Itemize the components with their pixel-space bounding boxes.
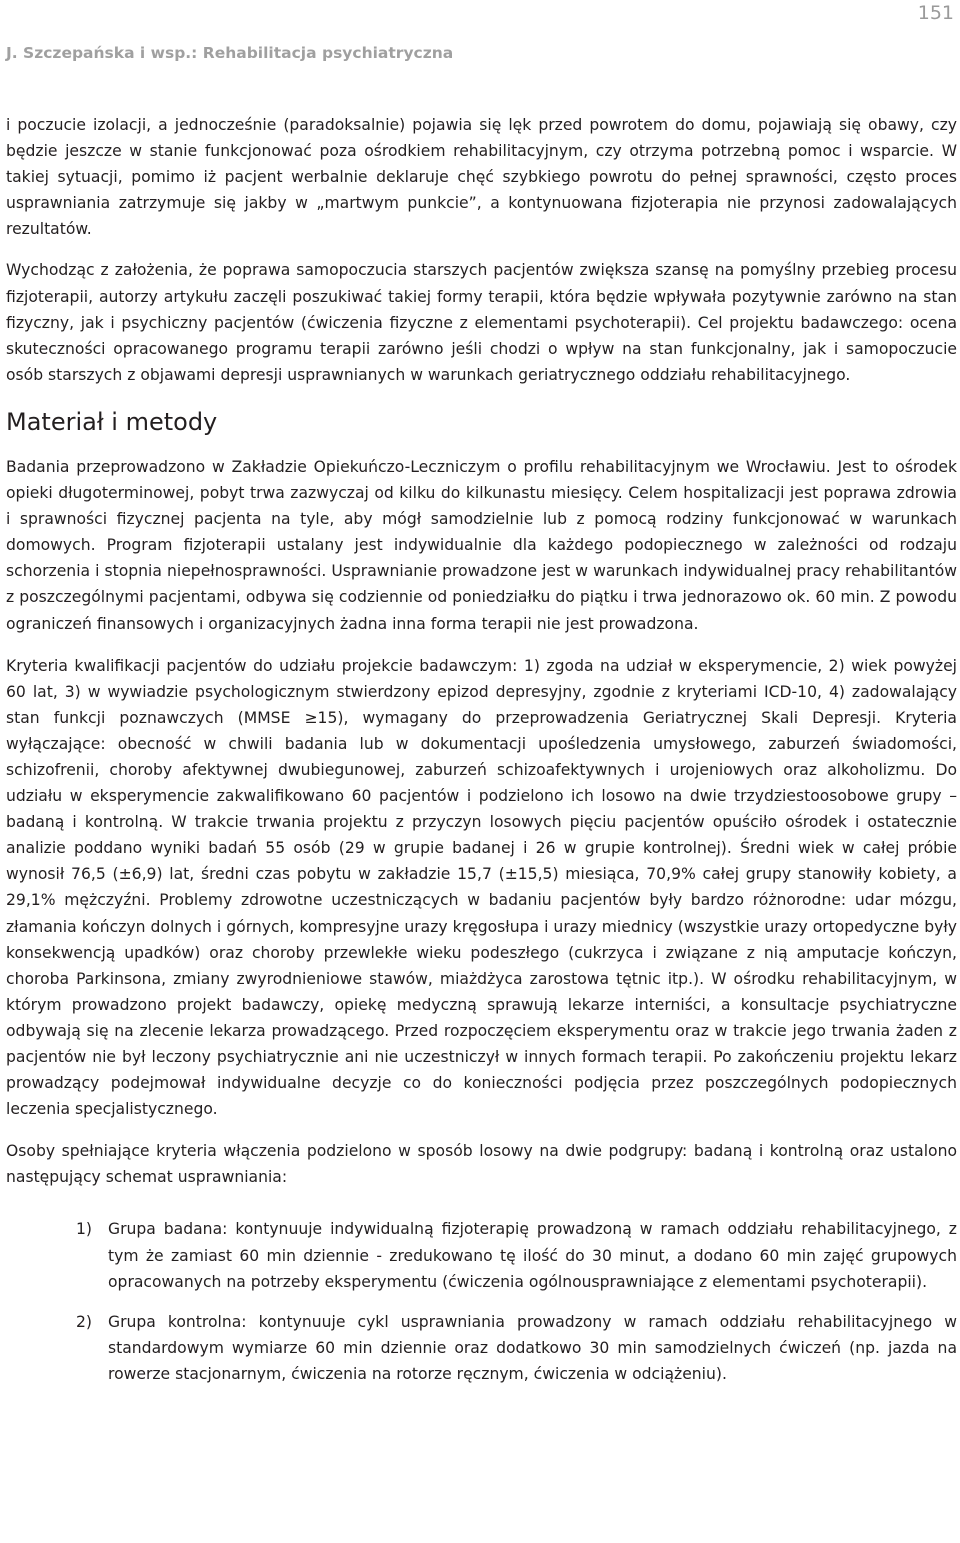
list-item	[76, 1309, 957, 1387]
scheme-list	[6, 1216, 957, 1387]
paragraph-aim: Wychodząc z założenia, że poprawa samopoczucia starszych pacjentów zwiększa szansę na pomyślny przebieg procesu fizjoterapii, autorzy artykułu zaczęli poszukiwać takiej formy terapii, która będzie wpływała pozytywnie zarówno na stan fizyczny, jak i psychiczny pacjentów (ćwiczenia fizyczne z elementami psychoterapii). Cel projektu badawczego: ocena skuteczności opracowanego programu terapii zarówno jeśli chodzi o wpływ na stan funkcjonalny, jak i samopoczucie osób starszych z objawami depresji usprawnianych w warunkach geriatrycznego oddziału rehabilitacyjnego.	[6, 261, 957, 384]
list-item-text: Grupa badana: kontynuuje indywidualną fizjoterapię prowadzoną w ramach oddziału rehabilitacyjnego, z tym że zamiast 60 min dziennie - zredukowano tę ilość do 30 minut, a dodano 60 min zajęć grupowych opracowanych na potrzeby eksperymentu (ćwiczenia ogólnousprawniające z elementami psychoterapii).	[108, 1220, 957, 1291]
list-item-number: 1)	[76, 1220, 93, 1239]
list-item-text: Grupa kontrolna: kontynuuje cykl usprawniania prowadzony w ramach oddziału rehabilitacyjnego w standardowym wymiarze 60 min dziennie oraz dodatkowo 30 min samodzielnych ćwiczeń (np. jazda na rowerze stacjonarnym, ćwiczenia na rotorze ręcznym, ćwiczenia w odciążeniu).	[108, 1312, 957, 1383]
body-text	[6, 112, 957, 1387]
running-header: J. Szczepańska i wsp.: Rehabilitacja psychiatryczna	[6, 44, 454, 62]
paragraph-criteria: Kryteria kwalifikacji pacjentów do udziału projekcie badawczym: 1) zgoda na udział w eksperymencie, 2) wiek powyżej 60 lat, 3) w wywiadzie psychologicznym stwierdzony epizod depresyjny, zgodnie z kryteriami ICD-10, 4) zadowalający stan funkcji poznawczych (MMSE ≥15), wymagany do przeprowadzenia Geriatrycznej Skali Depresji. Kryteria wyłączające: obecność w chwili badania lub w dokumentacji upośledzenia umysłowego, zaburzeń świadomości, schizofrenii, choroby afektywnej dwubiegunowej, zaburzeń schizoafektywnych i urojeniowych oraz alkoholizmu. Do udziału w eksperymencie zakwalifikowano 60 pacjentów i podzielono ich losowo na dwie trzydziestoosobowe grupy – badaną i kontrolną. W trakcie trwania projektu z przyczyn losowych pięciu pacjentów opuściło ośrodek i ostatecznie analizie poddano wyniki badań 55 osób (29 w grupie badanej i 26 w grupie kontrolnej). Średni wiek w całej próbie wynosił 76,5 (±6,9) lat, średni czas pobytu w zakładzie 15,7 (±15,5) miesiąca, 70,9% całej grupy stanowiły kobiety, a 29,1% mężczyźni. Problemy zdrowotne uczestniczących w badaniu pacjentów były bardzo różnorodne: udar mózgu, złamania kończyn dolnych i górnych, kompresyjne urazy kręgosłupa i urazy miednicy (wszystkie urazy ortopedyczne były konsekwencją upadków) oraz choroby przewlekłe wieku podeszłego (cukrzyca i związane z nią amputacje kończyn, choroba Parkinsona, zmiany zwyrodnieniowe stawów, miażdżyca zarostowa tętnic itp.). W ośrodku rehabilitacyjnym, w którym prowadzono projekt badawczy, opiekę medyczną sprawują lekarze interniści, a konsultacje psychiatryczne odbywają się na zlecenie lekarza prowadzącego. Przed rozpoczęciem eksperymentu oraz w trakcie jego trwania żaden z pacjentów nie był leczony psychiatrycznie ani nie uczestniczył w innych formach terapii. Po zakończeniu projektu lekarz prowadzący podejmował indywidualne decyzje co do konieczności podjęcia przez poszczególnych podopiecznych leczenia specjalistycznego.	[6, 656, 957, 1119]
section-heading-methods: Materiał i metody	[6, 407, 218, 436]
list-item	[76, 1216, 957, 1294]
paragraph-setting: Badania przeprowadzono w Zakładzie Opiekuńczo-Leczniczym o profilu rehabilitacyjnym we Wrocławiu. Jest to ośrodek opieki długoterminowej, pobyt trwa zazwyczaj od kilku do kilkunastu miesięcy. Celem hospitalizacji jest poprawa zdrowia i sprawności fizycznej pacjenta na tyle, aby mógł samodzielnie lub z pomocą rodziny funkcjonować w warunkach domowych. Program fizjoterapii ustalany jest indywidualnie dla każdego podopiecznego w zależności od rodzaju schorzenia i stopnia niepełnosprawności. Usprawnianie prowadzone jest w warunkach indywidualnej pracy rehabilitantów z poszczególnymi pacjentami, odbywa się codziennie od poniedziałku do piątku i trwa jednorazowo ok. 60 min. Z powodu ograniczeń finansowych i organizacyjnych żadna inna forma terapii nie jest prowadzona.	[6, 457, 957, 633]
paragraph-groups-intro: Osoby spełniające kryteria włączenia podzielono w sposób losowy na dwie podgrupy: badaną i kontrolną oraz ustalono następujący schemat usprawniania:	[6, 1142, 957, 1187]
paragraph-intro-continuation: i poczucie izolacji, a jednocześnie (paradoksalnie) pojawia się lęk przed powrotem do domu, pojawiają się obawy, czy będzie jeszcze w stanie funkcjonować poza ośrodkiem rehabilitacyjnym, czy otrzyma potrzebną pomoc i wsparcie. W takiej sytuacji, pomimo iż pacjent werbalnie deklaruje chęć szybkiego powrotu do pełnej sprawności, często proces usprawniania zatrzymuje się jakby w „martwym punkcie”, a kontynuowana fizjoterapia nie przynosi zadowalających rezultatów.	[6, 116, 957, 239]
page-number: 151	[917, 2, 954, 24]
list-item-number: 2)	[76, 1312, 93, 1331]
